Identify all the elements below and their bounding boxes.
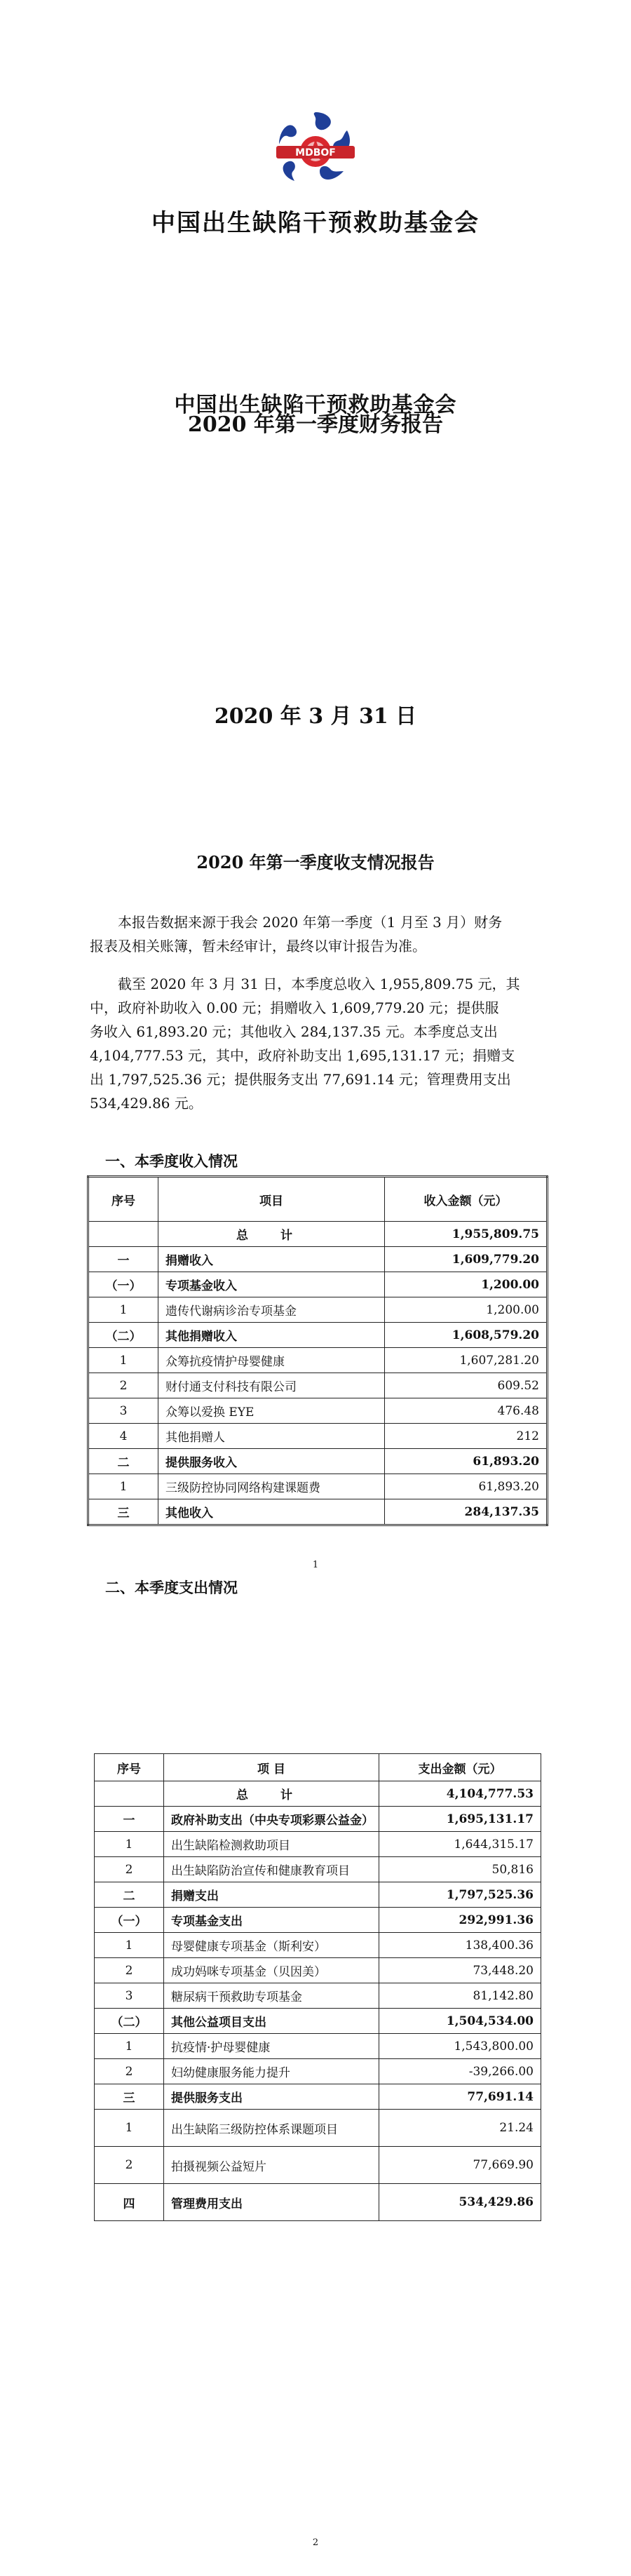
row-item: 抗疫情·护母婴健康	[164, 2034, 379, 2059]
row-amount: 73,448.20	[379, 1958, 541, 1983]
row-no: 1	[95, 2034, 164, 2059]
row-amount: 292,991.36	[379, 1908, 541, 1933]
table-row	[88, 1272, 548, 1297]
table-row	[88, 1449, 548, 1474]
row-amount: 138,400.36	[379, 1933, 541, 1958]
row-item: 出生缺陷防治宣传和健康教育项目	[164, 1857, 379, 1882]
table-row	[95, 2034, 541, 2059]
table-row	[95, 2147, 541, 2184]
row-amount: 4,104,777.53	[379, 1781, 541, 1807]
report-title-period: 2020 年第一季度财务报告	[188, 412, 443, 437]
table-row	[95, 1933, 541, 1958]
report-date: 2020 年 3 月 31 日	[214, 704, 417, 729]
row-item: 出生缺陷检测救助项目	[164, 1832, 379, 1857]
table-row	[88, 1247, 548, 1272]
row-amount: 476.48	[385, 1398, 548, 1424]
row-amount: 1,200.00	[385, 1297, 548, 1323]
row-amount: 77,691.14	[379, 2084, 541, 2110]
org-name-calligraphy: 中国出生缺陷干预救助基金会	[151, 209, 480, 237]
income-header-no: 序号	[88, 1177, 158, 1222]
expense-header-item: 项 目	[164, 1754, 379, 1781]
row-no: 一	[88, 1247, 158, 1272]
row-no	[95, 1781, 164, 1807]
row-no: （一）	[88, 1272, 158, 1297]
row-amount: 1,608,579.20	[385, 1323, 548, 1348]
row-item: 总 计	[158, 1222, 385, 1247]
row-item: 母婴健康专项基金（斯利安）	[164, 1933, 379, 1958]
row-no: 一	[95, 1807, 164, 1832]
row-item: 众筹以爱换 EYE	[158, 1398, 385, 1424]
row-amount: 1,504,534.00	[379, 2009, 541, 2034]
row-no: 三	[95, 2084, 164, 2110]
row-no: 1	[88, 1348, 158, 1373]
row-item: 捐赠收入	[158, 1247, 385, 1272]
table-row	[95, 2184, 541, 2221]
row-item: 专项基金支出	[164, 1908, 379, 1933]
row-item: 其他收入	[158, 1499, 385, 1525]
table-row	[95, 2059, 541, 2084]
row-item: 专项基金收入	[158, 1272, 385, 1297]
row-amount: 284,137.35	[385, 1499, 548, 1525]
row-no: 2	[95, 1857, 164, 1882]
row-amount: 1,609,779.20	[385, 1247, 548, 1272]
section-title: 2020 年第一季度收支情况报告	[196, 852, 435, 872]
row-amount: 77,669.90	[379, 2147, 541, 2184]
row-amount: 1,695,131.17	[379, 1807, 541, 1832]
income-heading: 一、本季度收入情况	[105, 1152, 238, 1170]
summary-line: 中，政府补助收入 0.00 元；捐赠收入 1,609,779.20 元；提供服	[90, 999, 499, 1016]
row-amount: -39,266.00	[379, 2059, 541, 2084]
table-row	[95, 1857, 541, 1882]
row-item: 遗传代谢病诊治专项基金	[158, 1297, 385, 1323]
summary-line: 4,104,777.53 元，其中，政府补助支出 1,695,131.17 元；捐赠支	[90, 1047, 515, 1064]
row-amount: 609.52	[385, 1373, 548, 1398]
row-item: 捐赠支出	[164, 1882, 379, 1908]
intro-paragraph	[90, 910, 552, 958]
row-no: 1	[95, 1832, 164, 1857]
page-number-1: 1	[312, 1560, 319, 1570]
table-row	[95, 2110, 541, 2147]
row-no: 2	[88, 1373, 158, 1398]
summary-line: 截至 2020 年 3 月 31 日，本季度总收入 1,955,809.75 元，其	[118, 976, 520, 992]
row-item: 出生缺陷三级防控体系课题项目	[164, 2110, 379, 2147]
report-title-org: 中国出生缺陷干预救助基金会	[174, 393, 457, 417]
row-item: 财付通支付科技有限公司	[158, 1373, 385, 1398]
logo-mark-icon	[259, 105, 372, 196]
row-item: 众筹抗疫情护母婴健康	[158, 1348, 385, 1373]
row-amount: 1,797,525.36	[379, 1882, 541, 1908]
table-row	[95, 1807, 541, 1832]
row-amount: 1,607,281.20	[385, 1348, 548, 1373]
table-row	[95, 2084, 541, 2110]
table-row	[88, 1474, 548, 1499]
table-row	[88, 1297, 548, 1323]
intro-line: 报表及相关账簿，暂未经审计，最终以审计报告为准。	[90, 938, 426, 955]
row-amount: 21.24	[379, 2110, 541, 2147]
row-no: 1	[88, 1297, 158, 1323]
table-row	[88, 1398, 548, 1424]
row-no: 1	[95, 1933, 164, 1958]
income-header-item: 项目	[158, 1177, 385, 1222]
row-amount: 1,543,800.00	[379, 2034, 541, 2059]
row-item: 妇幼健康服务能力提升	[164, 2059, 379, 2084]
table-row	[95, 1958, 541, 1983]
row-no: 3	[95, 1983, 164, 2009]
row-item: 其他捐赠人	[158, 1424, 385, 1449]
foundation-logo	[259, 105, 372, 196]
row-amount: 50,816	[379, 1857, 541, 1882]
row-no: 2	[95, 1958, 164, 1983]
table-row	[88, 1373, 548, 1398]
row-item: 三级防控协同网络构建课题费	[158, 1474, 385, 1499]
table-row	[95, 1832, 541, 1857]
row-amount: 61,893.20	[385, 1449, 548, 1474]
table-row	[95, 2009, 541, 2034]
row-item: 提供服务收入	[158, 1449, 385, 1474]
income-header-amount: 收入金额（元）	[385, 1177, 548, 1222]
row-no: 2	[95, 2147, 164, 2184]
table-row	[88, 1348, 548, 1373]
table-row	[88, 1222, 548, 1247]
row-no: 二	[95, 1882, 164, 1908]
income-table	[87, 1175, 548, 1526]
row-item: 总 计	[164, 1781, 379, 1807]
table-row	[95, 1983, 541, 2009]
summary-line: 出 1,797,525.36 元；提供服务支出 77,691.14 元；管理费用支出	[90, 1071, 511, 1088]
row-item: 提供服务支出	[164, 2084, 379, 2110]
row-no: 三	[88, 1499, 158, 1525]
row-no: （二）	[95, 2009, 164, 2034]
row-amount: 81,142.80	[379, 1983, 541, 2009]
row-amount: 534,429.86	[379, 2184, 541, 2221]
table-row	[95, 1908, 541, 1933]
row-item: 糖尿病干预救助专项基金	[164, 1983, 379, 2009]
row-amount: 212	[385, 1424, 548, 1449]
table-row	[95, 1882, 541, 1908]
row-amount: 61,893.20	[385, 1474, 548, 1499]
row-no: （一）	[95, 1908, 164, 1933]
expense-table	[94, 1753, 541, 2221]
summary-line: 534,429.86 元。	[90, 1095, 203, 1112]
expense-header-amount: 支出金额（元）	[379, 1754, 541, 1781]
table-row	[88, 1424, 548, 1449]
row-item: 其他捐赠收入	[158, 1323, 385, 1348]
table-row	[88, 1323, 548, 1348]
row-no	[88, 1222, 158, 1247]
table-row	[88, 1499, 548, 1525]
expense-heading: 二、本季度支出情况	[105, 1579, 238, 1596]
row-item: 管理费用支出	[164, 2184, 379, 2221]
row-amount: 1,644,315.17	[379, 1832, 541, 1857]
summary-line: 务收入 61,893.20 元；其他收入 284,137.35 元。本季度总支出	[90, 1023, 498, 1040]
row-no: 3	[88, 1398, 158, 1424]
row-item: 政府补助支出（中央专项彩票公益金）	[164, 1807, 379, 1832]
row-amount: 1,200.00	[385, 1272, 548, 1297]
row-no: 4	[88, 1424, 158, 1449]
row-no: 1	[95, 2110, 164, 2147]
row-item: 拍摄视频公益短片	[164, 2147, 379, 2184]
logo-text: MDBOF	[295, 147, 336, 159]
row-item: 成功妈咪专项基金（贝因美）	[164, 1958, 379, 1983]
row-no: 1	[88, 1474, 158, 1499]
row-no: 2	[95, 2059, 164, 2084]
summary-paragraph	[90, 972, 552, 1115]
table-row	[95, 1781, 541, 1807]
intro-line: 本报告数据来源于我会 2020 年第一季度（1 月至 3 月）财务	[118, 914, 503, 931]
page-number-2: 2	[312, 2537, 319, 2548]
row-amount: 1,955,809.75	[385, 1222, 548, 1247]
row-item: 其他公益项目支出	[164, 2009, 379, 2034]
expense-header-no: 序号	[95, 1754, 164, 1781]
row-no: 二	[88, 1449, 158, 1474]
row-no: （二）	[88, 1323, 158, 1348]
row-no: 四	[95, 2184, 164, 2221]
